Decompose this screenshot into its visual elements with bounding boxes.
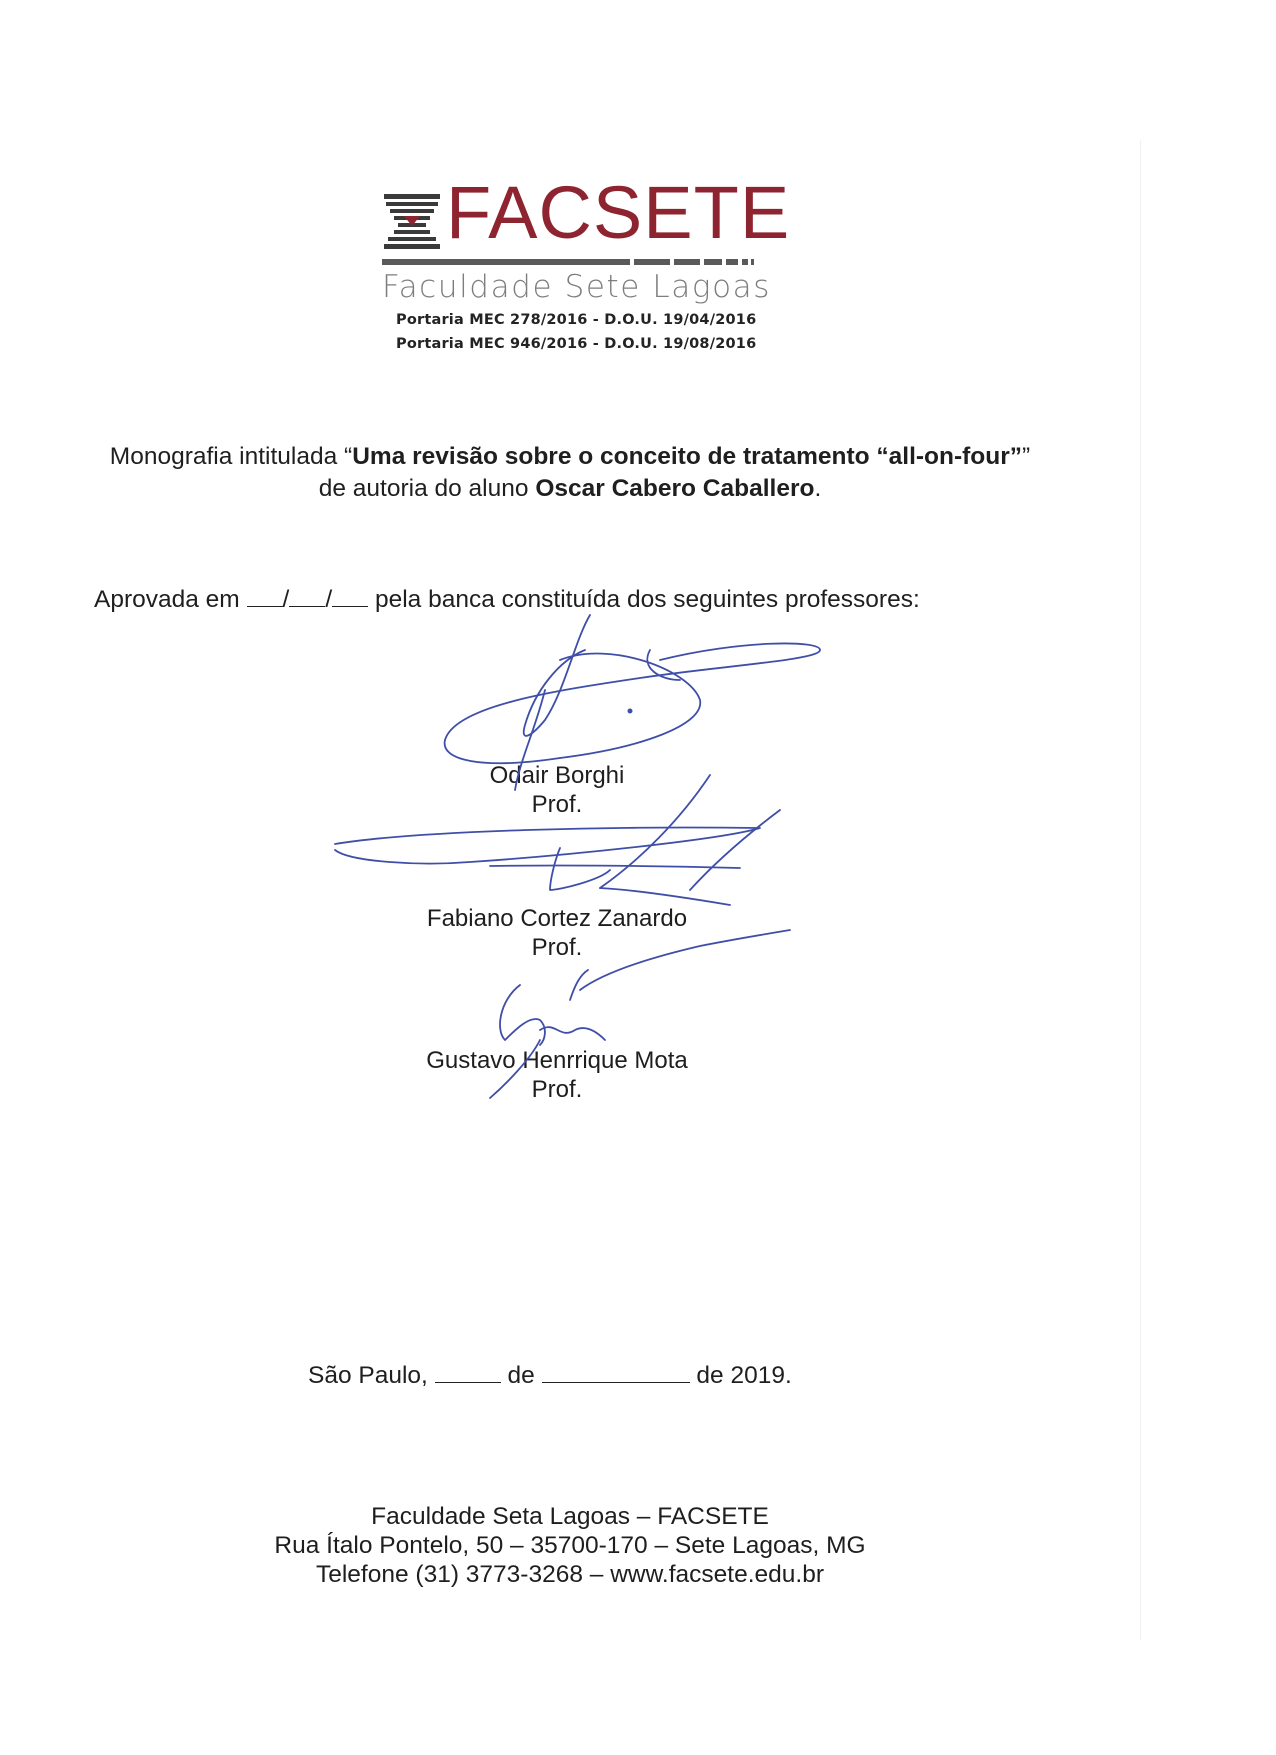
author-line bbox=[70, 475, 1070, 503]
footer-address: Rua Ítalo Pontelo, 50 – 35700-170 – Sete Lagoas, MG bbox=[274, 1532, 866, 1559]
facsete-logo bbox=[382, 171, 791, 356]
professor-title-3: Prof. bbox=[531, 1076, 583, 1103]
title-prefix: Monografia intitulada “ bbox=[109, 443, 353, 470]
professor-name-3: Gustavo Henrrique Mota bbox=[426, 1047, 688, 1074]
approval-year-blank bbox=[332, 586, 368, 607]
facsete-emblem-icon bbox=[382, 192, 442, 250]
place-date-line bbox=[308, 1362, 792, 1390]
date-separator-2: / bbox=[325, 586, 333, 613]
date-separator-1: / bbox=[282, 586, 290, 613]
date-city: São Paulo, bbox=[308, 1362, 428, 1389]
monograph-title-line bbox=[70, 443, 1070, 471]
approval-line bbox=[94, 586, 920, 614]
date-year: de 2019. bbox=[696, 1362, 792, 1389]
approval-prefix: Aprovada em bbox=[94, 586, 240, 613]
professor-name-1: Odair Borghi bbox=[489, 762, 625, 789]
approval-month-blank bbox=[289, 586, 325, 607]
footer-institution: Faculdade Seta Lagoas – FACSETE bbox=[371, 1503, 769, 1530]
portaria-line-1: Portaria MEC 278/2016 - D.O.U. 19/04/2016 bbox=[396, 312, 757, 328]
author-prefix: de autoria do aluno bbox=[318, 475, 536, 502]
title-suffix: ” bbox=[1022, 443, 1031, 470]
logo-divider-bar bbox=[382, 257, 754, 267]
scan-edge-shadow bbox=[1140, 140, 1141, 1640]
date-de: de bbox=[507, 1362, 535, 1389]
logo-wordmark: FACSETE bbox=[446, 171, 791, 254]
approval-suffix: pela banca constituída dos seguintes professores: bbox=[374, 586, 920, 613]
approval-day-blank bbox=[247, 586, 283, 607]
professor-title-1: Prof. bbox=[531, 791, 583, 818]
date-month-blank bbox=[542, 1362, 690, 1383]
professor-title-2: Prof. bbox=[531, 934, 583, 961]
author-suffix: . bbox=[814, 475, 822, 502]
footer-contact: Telefone (31) 3773-3268 – www.facsete.edu.br bbox=[315, 1561, 825, 1588]
monograph-title: Uma revisão sobre o conceito de tratamento “all-on-four” bbox=[352, 443, 1023, 470]
logo-subtitle: Faculdade Sete Lagoas bbox=[382, 269, 771, 305]
author-name: Oscar Cabero Caballero bbox=[535, 475, 815, 502]
date-day-blank bbox=[435, 1362, 501, 1383]
professor-name-2: Fabiano Cortez Zanardo bbox=[426, 905, 688, 932]
portaria-line-2: Portaria MEC 946/2016 - D.O.U. 19/08/2016 bbox=[396, 336, 757, 352]
